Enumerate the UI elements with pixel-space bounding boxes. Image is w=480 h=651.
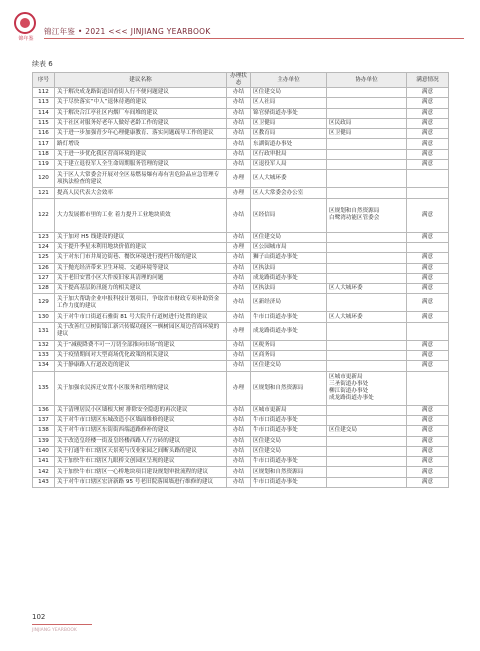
co-unit [327, 253, 407, 263]
host-unit: 东湖街道办事处 [251, 139, 327, 149]
status-cell: 办结 [227, 361, 251, 371]
status-cell: 办结 [227, 118, 251, 128]
status-cell: 办理 [227, 188, 251, 198]
row-number: 132 [33, 340, 55, 350]
co-unit [327, 436, 407, 446]
status-cell: 办结 [227, 253, 251, 263]
host-unit: 区住建交局 [251, 232, 327, 242]
co-unit [327, 139, 407, 149]
row-number: 142 [33, 467, 55, 477]
satisfaction-cell [407, 322, 449, 340]
row-number: 123 [33, 232, 55, 242]
satisfaction-cell: 满意 [407, 446, 449, 456]
satisfaction-cell: 满意 [407, 253, 449, 263]
row-number: 133 [33, 351, 55, 361]
row-number: 114 [33, 108, 55, 118]
footer-caption: JINJIANG YEARBOOK [32, 628, 77, 633]
satisfaction-cell: 满意 [407, 198, 449, 232]
suggestion-name: 关于加大帮助企业申报科技计划项目，争取省市财政专项补助资金工作力度的建议 [55, 294, 227, 312]
status-cell: 办理 [227, 242, 251, 252]
suggestion-name: 关于“减税降费不可一刀切全部推向市场”的建议 [55, 340, 227, 350]
co-unit [327, 232, 407, 242]
co-unit [327, 477, 407, 487]
satisfaction-cell: 满意 [407, 139, 449, 149]
suggestion-name: 关于加强农民拆迁安置小区服务和管理的建议 [55, 371, 227, 405]
row-number: 134 [33, 361, 55, 371]
host-unit: 区人大城环委 [251, 170, 327, 188]
suggestion-name: 提高人民代表大会效率 [55, 188, 227, 198]
satisfaction-cell: 满意 [407, 415, 449, 425]
status-cell: 办结 [227, 477, 251, 487]
co-unit: 区人大城环委 [327, 284, 407, 294]
host-unit: 狮子山街道办事处 [251, 253, 327, 263]
satisfaction-cell: 满意 [407, 457, 449, 467]
host-unit: 区商务局 [251, 351, 327, 361]
satisfaction-cell [407, 170, 449, 188]
status-cell: 办结 [227, 351, 251, 361]
table-row [33, 467, 449, 477]
suggestion-name: 关于进一步加强青少年心理健康教育、落实问题疏导工作的建议 [55, 129, 227, 139]
status-cell: 办结 [227, 88, 251, 98]
host-unit: 区经信局 [251, 198, 327, 232]
row-number: 129 [33, 294, 55, 312]
satisfaction-cell: 满意 [407, 340, 449, 350]
co-unit [327, 88, 407, 98]
suggestion-name: 关于静康路人行道改造的建议 [55, 361, 227, 371]
column-header: 满意情况 [407, 73, 449, 88]
suggestion-name: 关于建立退役军人全生命周期服务管理的建议 [55, 160, 227, 170]
co-unit [327, 273, 407, 283]
row-number: 140 [33, 446, 55, 456]
row-number: 113 [33, 98, 55, 108]
status-cell: 办结 [227, 232, 251, 242]
host-unit: 成龙路街道办事处 [251, 322, 327, 340]
status-cell: 办结 [227, 149, 251, 159]
row-number: 141 [33, 457, 55, 467]
suggestion-name: 关于对牛市口辖区东街街西端道路修补的建议 [55, 426, 227, 436]
suggestion-name: 关于社区对服务好老年人做好老龄工作的建议 [55, 118, 227, 128]
host-unit: 区教育局 [251, 129, 327, 139]
row-number: 135 [33, 371, 55, 405]
host-unit: 区住建交局 [251, 446, 327, 456]
table-title: 续表 6 [32, 60, 53, 68]
status-cell: 办结 [227, 415, 251, 425]
satisfaction-cell [407, 188, 449, 198]
satisfaction-cell: 满意 [407, 149, 449, 159]
suggestion-name: 关于对牛市口辖区宏济新路 95 号老旧院落围墙进行维修的建议 [55, 477, 227, 487]
host-unit: 锦官驿街道办事处 [251, 108, 327, 118]
status-cell: 办结 [227, 446, 251, 456]
suggestion-name: 关于改善红豆树街锦江新兴传媒功能区一枫树园区周边营商环境的建议 [55, 322, 227, 340]
satisfaction-cell: 满意 [407, 294, 449, 312]
status-cell: 办结 [227, 263, 251, 273]
row-number: 143 [33, 477, 55, 487]
table-row [33, 170, 449, 188]
table-row [33, 405, 449, 415]
suggestion-name: 关于对牛市口街道石雅街 81 号大院升行道树进行处置的建议 [55, 312, 227, 322]
status-cell: 办结 [227, 467, 251, 477]
table-row [33, 160, 449, 170]
status-cell: 办结 [227, 284, 251, 294]
satisfaction-cell [407, 242, 449, 252]
satisfaction-cell: 满意 [407, 405, 449, 415]
yearbook-logo-icon [14, 12, 36, 34]
satisfaction-cell: 满意 [407, 477, 449, 487]
status-cell: 办结 [227, 294, 251, 312]
co-unit [327, 351, 407, 361]
suggestion-name: 关于改造皇经楼一街及皇经楼西路人行方砖的建议 [55, 436, 227, 446]
status-cell: 办理 [227, 170, 251, 188]
table-row [33, 198, 449, 232]
status-cell: 办结 [227, 312, 251, 322]
row-number: 136 [33, 405, 55, 415]
table-row [33, 108, 449, 118]
table-row [33, 322, 449, 340]
table-row [33, 253, 449, 263]
row-number: 125 [33, 253, 55, 263]
table-row [33, 340, 449, 350]
row-number: 117 [33, 139, 55, 149]
table-row [33, 188, 449, 198]
row-number: 116 [33, 129, 55, 139]
status-cell: 办结 [227, 436, 251, 446]
row-number: 115 [33, 118, 55, 128]
suggestion-name: 关于对牛市口辖区东城改造小区墙面维修的建议 [55, 415, 227, 425]
table-row [33, 284, 449, 294]
status-cell: 办结 [227, 160, 251, 170]
suggestion-name: 路灯增设 [55, 139, 227, 149]
status-cell: 办结 [227, 198, 251, 232]
suggestion-name: 关于老旧安置小区大件废旧家具清理的问题 [55, 273, 227, 283]
table-row [33, 312, 449, 322]
table-row [33, 446, 449, 456]
suggestion-name: 关于提高基层防汛能力的相关建议 [55, 284, 227, 294]
host-unit: 区人大常委会办公室 [251, 188, 327, 198]
co-unit [327, 340, 407, 350]
row-number: 139 [33, 436, 55, 446]
host-unit: 区新经济局 [251, 294, 327, 312]
row-number: 121 [33, 188, 55, 198]
table-row [33, 139, 449, 149]
row-number: 124 [33, 242, 55, 252]
logo-caption: 锦年鉴 [18, 36, 34, 42]
table-row [33, 351, 449, 361]
row-number: 128 [33, 284, 55, 294]
table-row [33, 88, 449, 98]
table-header-row [33, 73, 449, 88]
suggestions-table [32, 72, 449, 488]
status-cell: 办结 [227, 129, 251, 139]
co-unit [327, 242, 407, 252]
table-row [33, 477, 449, 487]
satisfaction-cell: 满意 [407, 426, 449, 436]
column-header: 协办单位 [327, 73, 407, 88]
satisfaction-cell: 满意 [407, 351, 449, 361]
co-unit: 区民政局 [327, 118, 407, 128]
host-unit: 牛市口街道办事处 [251, 415, 327, 425]
suggestion-name: 大力发展都市里的工业 着力提升工业地块质效 [55, 198, 227, 232]
suggestion-name: 关于提升季星未利用地块价值的建议 [55, 242, 227, 252]
header-divider [44, 38, 464, 39]
host-unit: 区卫健局 [251, 118, 327, 128]
host-unit: 区行政审批局 [251, 149, 327, 159]
row-number: 119 [33, 160, 55, 170]
page-header [0, 0, 480, 48]
satisfaction-cell: 满意 [407, 284, 449, 294]
satisfaction-cell: 满意 [407, 467, 449, 477]
row-number: 137 [33, 415, 55, 425]
host-unit: 牛市口街道办事处 [251, 457, 327, 467]
co-unit [327, 361, 407, 371]
table-row [33, 371, 449, 405]
satisfaction-cell: 满意 [407, 129, 449, 139]
co-unit [327, 294, 407, 312]
row-number: 126 [33, 263, 55, 273]
row-number: 122 [33, 198, 55, 232]
status-cell: 办结 [227, 98, 251, 108]
column-header: 办理状态 [227, 73, 251, 88]
status-cell: 办结 [227, 340, 251, 350]
column-header: 序号 [33, 73, 55, 88]
column-header: 建议名称 [55, 73, 227, 88]
status-cell: 办理 [227, 371, 251, 405]
host-unit: 区规划和自然资源局 [251, 467, 327, 477]
co-unit [327, 170, 407, 188]
table-row [33, 457, 449, 467]
table-row [33, 242, 449, 252]
satisfaction-cell: 满意 [407, 118, 449, 128]
suggestion-name: 关于解决成龙路街道国香街人行不便问题建议 [55, 88, 227, 98]
co-unit [327, 322, 407, 340]
satisfaction-cell: 满意 [407, 160, 449, 170]
co-unit [327, 405, 407, 415]
row-number: 130 [33, 312, 55, 322]
table-row [33, 98, 449, 108]
host-unit: 牛市口街道办事处 [251, 426, 327, 436]
suggestion-name: 关于疫情期间对大型商场优化政策的相关建议 [55, 351, 227, 361]
header-title: 锦江年鉴 • 2021 <<< JINJIANG YEARBOOK [44, 27, 211, 36]
co-unit [327, 188, 407, 198]
host-unit: 区公园城市局 [251, 242, 327, 252]
row-number: 131 [33, 322, 55, 340]
host-unit: 区执法局 [251, 284, 327, 294]
co-unit [327, 446, 407, 456]
host-unit: 牛市口街道办事处 [251, 477, 327, 487]
host-unit: 区执法局 [251, 263, 327, 273]
satisfaction-cell: 满意 [407, 263, 449, 273]
co-unit [327, 149, 407, 159]
suggestion-name: 关于加快牛市口辖区九眼桥文创园区呈现的建议 [55, 457, 227, 467]
satisfaction-cell: 满意 [407, 361, 449, 371]
suggestion-name: 关于清理居民小区墙根大树 排除安全隐患的再次建议 [55, 405, 227, 415]
host-unit: 区住建交局 [251, 436, 327, 446]
row-number: 112 [33, 88, 55, 98]
suggestion-name: 关于加对 H5 线建设的建议 [55, 232, 227, 242]
table-row [33, 149, 449, 159]
satisfaction-cell [407, 371, 449, 405]
suggestion-name: 关于对东门市井周边街巷、餐饮环境进行提档升级的建议 [55, 253, 227, 263]
table-row [33, 232, 449, 242]
row-number: 118 [33, 149, 55, 159]
table-row [33, 436, 449, 446]
host-unit: 成龙路街道办事处 [251, 273, 327, 283]
host-unit: 区住建交局 [251, 88, 327, 98]
co-unit [327, 263, 407, 273]
table-row [33, 129, 449, 139]
satisfaction-cell: 满意 [407, 436, 449, 446]
table-row [33, 426, 449, 436]
suggestion-name: 关于加快牛市口辖区一心桥地块项目建设规划审批流程的建议 [55, 467, 227, 477]
co-unit: 区住建交局 [327, 426, 407, 436]
status-cell: 办结 [227, 457, 251, 467]
table-row [33, 263, 449, 273]
satisfaction-cell: 满意 [407, 98, 449, 108]
status-cell: 办结 [227, 108, 251, 118]
co-unit [327, 415, 407, 425]
table-row [33, 118, 449, 128]
co-unit [327, 457, 407, 467]
co-unit [327, 108, 407, 118]
satisfaction-cell: 满意 [407, 88, 449, 98]
satisfaction-cell: 满意 [407, 108, 449, 118]
table-row [33, 415, 449, 425]
co-unit [327, 98, 407, 108]
suggestion-name: 关于进一步优化我区营商环境的建议 [55, 149, 227, 159]
satisfaction-cell: 满意 [407, 232, 449, 242]
footer-divider [32, 624, 92, 625]
co-unit: 区城市更新局 三圣街道办事处 柳江街道办事处 成龙路街道办事处 [327, 371, 407, 405]
table-row [33, 273, 449, 283]
status-cell: 办结 [227, 139, 251, 149]
satisfaction-cell: 满意 [407, 312, 449, 322]
row-number: 120 [33, 170, 55, 188]
host-unit: 区城市更新局 [251, 405, 327, 415]
suggestion-name: 关于打通牛市口辖区天景苑与戊业家园之间断头路的建议 [55, 446, 227, 456]
co-unit [327, 467, 407, 477]
satisfaction-cell: 满意 [407, 273, 449, 283]
status-cell: 办结 [227, 426, 251, 436]
host-unit: 区住建交局 [251, 361, 327, 371]
status-cell: 办结 [227, 405, 251, 415]
co-unit: 区卫健局 [327, 129, 407, 139]
status-cell: 办结 [227, 273, 251, 283]
co-unit: 区规划和自然资源局 白鹭湾功能区管委会 [327, 198, 407, 232]
co-unit [327, 160, 407, 170]
suggestion-name: 关于抛光经济带来卫生环境、交通环境等建议 [55, 263, 227, 273]
co-unit: 区人大城环委 [327, 312, 407, 322]
column-header: 主办单位 [251, 73, 327, 88]
table-row [33, 361, 449, 371]
row-number: 138 [33, 426, 55, 436]
host-unit: 区退役军人局 [251, 160, 327, 170]
host-unit: 区税务局 [251, 340, 327, 350]
table-row [33, 294, 449, 312]
host-unit: 区人社局 [251, 98, 327, 108]
host-unit: 牛市口街道办事处 [251, 312, 327, 322]
status-cell: 办理 [227, 322, 251, 340]
host-unit: 区规划和自然资源局 [251, 371, 327, 405]
suggestion-name: 关于尽快落实“中人”退休待遇的建议 [55, 98, 227, 108]
row-number: 127 [33, 273, 55, 283]
page-number: 102 [32, 613, 46, 621]
suggestion-name: 关于解决合江亭社区内烟厂车间堆的建议 [55, 108, 227, 118]
suggestion-name: 关于区人大常委会开展对全区易燃易爆有毒有害危险品应急管理专项执法检查的建议 [55, 170, 227, 188]
